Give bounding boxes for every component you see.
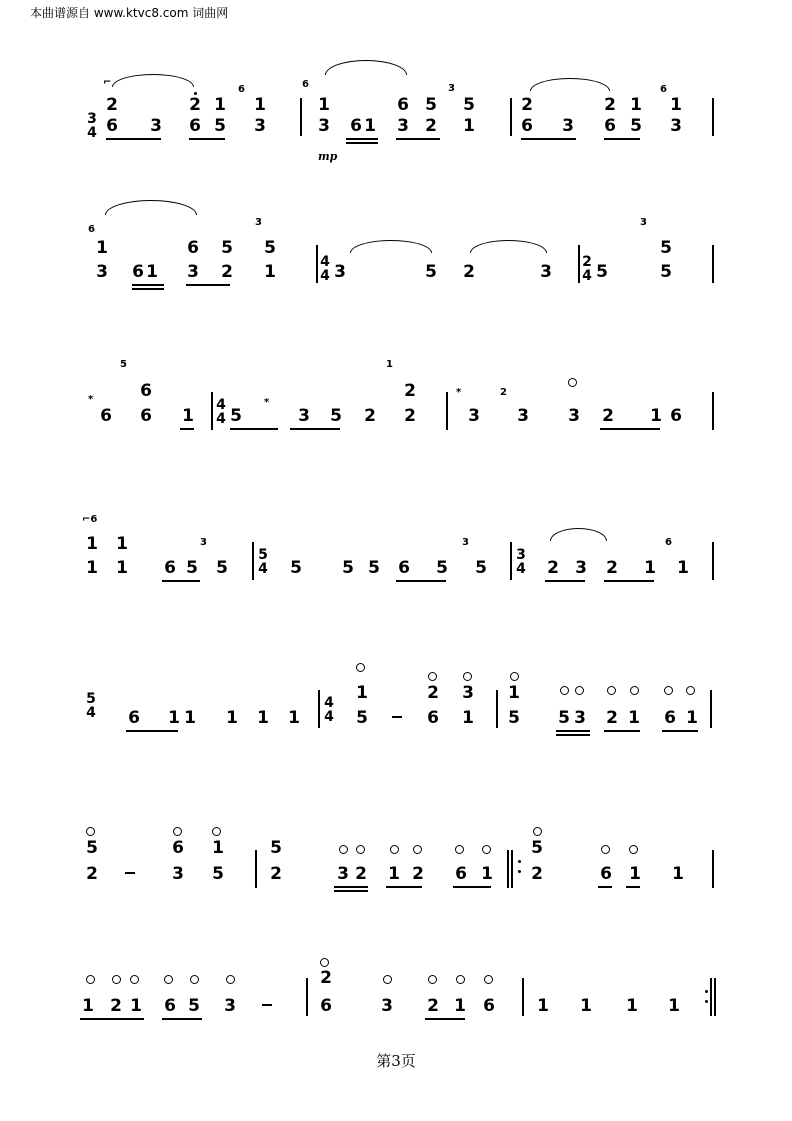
grace-note: 6 xyxy=(88,224,95,235)
note-digit: 1 xyxy=(388,864,400,884)
slur-arc xyxy=(350,240,432,253)
beam-underline xyxy=(521,138,576,140)
time-signature-bottom: 4 xyxy=(516,561,526,577)
barline xyxy=(446,392,448,430)
note-digit: 6 xyxy=(187,238,199,258)
beam-underline xyxy=(132,288,164,290)
harmonic-circle xyxy=(456,975,465,984)
note-digit: 6 xyxy=(164,996,176,1016)
note-digit: 6 xyxy=(164,558,176,578)
note-digit: 2 xyxy=(604,95,616,115)
harmonic-circle xyxy=(390,845,399,854)
beam-underline xyxy=(662,730,698,732)
time-signature-bottom: 4 xyxy=(87,125,97,141)
note-digit: 1 xyxy=(580,996,592,1016)
barline xyxy=(507,850,509,888)
beam-underline xyxy=(604,580,654,582)
note-digit: 1 xyxy=(212,838,224,858)
note-digit: 6 xyxy=(189,116,201,136)
grace-note: 6 xyxy=(665,537,672,548)
time-signature-top: 5 xyxy=(258,547,268,563)
note-digit: 1 xyxy=(454,996,466,1016)
note-digit: 1 xyxy=(318,95,330,115)
note-digit: 2 xyxy=(427,683,439,703)
grace-note: 2 xyxy=(500,387,507,398)
note-digit: 5 xyxy=(290,558,302,578)
note-digit: 1 xyxy=(184,708,196,728)
note-digit: 5 xyxy=(630,116,642,136)
barline xyxy=(510,542,512,580)
note-digit: 2 xyxy=(602,406,614,426)
note-digit: 1 xyxy=(677,558,689,578)
slur-arc xyxy=(550,528,607,541)
note-digit: 1 xyxy=(264,262,276,282)
note-digit: 5 xyxy=(356,708,368,728)
harmonic-circle xyxy=(428,672,437,681)
beam-underline xyxy=(425,1018,465,1020)
beam-underline xyxy=(604,730,640,732)
beam-underline xyxy=(290,428,340,430)
note-digit: 2 xyxy=(320,968,332,988)
note-digit: 6 xyxy=(172,838,184,858)
note-digit: 1 xyxy=(130,996,142,1016)
note-digit: 2 xyxy=(110,996,122,1016)
note-digit: 3 xyxy=(172,864,184,884)
note-digit: 5 xyxy=(596,262,608,282)
note-digit: 2 xyxy=(547,558,559,578)
note-digit: 2 xyxy=(412,864,424,884)
barline xyxy=(255,850,257,888)
note-digit: 6 xyxy=(397,95,409,115)
beam-underline xyxy=(453,886,491,888)
note-digit: 1 xyxy=(463,116,475,136)
dynamic-mp: mp xyxy=(318,150,338,163)
barline xyxy=(522,978,524,1016)
note-digit: 2 xyxy=(86,864,98,884)
note-digit: 1 xyxy=(672,864,684,884)
note-digit: 5 xyxy=(660,238,672,258)
harmonic-circle xyxy=(630,686,639,695)
note-digit: 5 xyxy=(188,996,200,1016)
note-digit: 3 xyxy=(334,262,346,282)
harmonic-circle xyxy=(533,827,542,836)
note-digit: 2 xyxy=(606,558,618,578)
barline xyxy=(318,690,320,728)
note-digit: 6 xyxy=(132,262,144,282)
beam-underline xyxy=(180,428,194,430)
harmonic-circle xyxy=(383,975,392,984)
beam-underline xyxy=(162,580,200,582)
time-signature-top: 3 xyxy=(516,547,526,563)
note-digit: 5 xyxy=(660,262,672,282)
note-digit: 2 xyxy=(106,95,118,115)
octave-dot xyxy=(705,990,708,993)
note-digit: 1 xyxy=(288,708,300,728)
note-digit: 1 xyxy=(146,262,158,282)
harmonic-circle xyxy=(568,378,577,387)
barline xyxy=(710,690,712,728)
beam-underline xyxy=(189,138,225,140)
note-digit: 1 xyxy=(626,996,638,1016)
barline xyxy=(710,978,712,1016)
note-digit: 6 xyxy=(350,116,362,136)
beam-underline xyxy=(346,142,378,144)
note-digit: 1 xyxy=(214,95,226,115)
octave-dot xyxy=(518,860,521,863)
note-digit: 3 xyxy=(224,996,236,1016)
barline xyxy=(306,978,308,1016)
grace-note: ⌐6 xyxy=(82,514,98,525)
note-digit: 1 xyxy=(629,864,641,884)
slur-arc xyxy=(470,240,547,253)
time-signature-bottom: 4 xyxy=(86,705,96,721)
note-digit: 5 xyxy=(368,558,380,578)
note-digit: 1 xyxy=(668,996,680,1016)
note-digit: 2 xyxy=(427,996,439,1016)
sustain-dash xyxy=(262,1004,272,1006)
time-signature-bottom: 4 xyxy=(320,268,330,284)
note-digit: 1 xyxy=(650,406,662,426)
note-digit: 5 xyxy=(216,558,228,578)
beam-underline xyxy=(334,890,368,892)
note-digit: 6 xyxy=(664,708,676,728)
beam-underline xyxy=(604,138,640,140)
note-digit: 1 xyxy=(86,534,98,554)
harmonic-circle xyxy=(629,845,638,854)
barline xyxy=(211,392,213,430)
time-signature-bottom: 4 xyxy=(258,561,268,577)
note-digit: 1 xyxy=(116,558,128,578)
note-digit: 1 xyxy=(462,708,474,728)
note-digit: 1 xyxy=(628,708,640,728)
slur-arc xyxy=(325,60,407,75)
barline xyxy=(496,690,498,728)
octave-dot xyxy=(518,870,521,873)
note-digit: 1 xyxy=(226,708,238,728)
note-digit: 1 xyxy=(254,95,266,115)
octave-dot xyxy=(194,92,197,95)
note-digit: 3 xyxy=(318,116,330,136)
time-signature-bottom: 4 xyxy=(324,709,334,725)
time-signature-bottom: 4 xyxy=(582,268,592,284)
note-digit: 2 xyxy=(189,95,201,115)
beam-underline xyxy=(600,428,660,430)
beam-underline xyxy=(626,886,640,888)
note-digit: 5 xyxy=(186,558,198,578)
note-digit: 1 xyxy=(182,406,194,426)
beam-underline xyxy=(556,730,590,732)
harmonic-circle xyxy=(130,975,139,984)
grace-note: 6 xyxy=(660,84,667,95)
beam-underline xyxy=(346,138,378,140)
harmonic-circle xyxy=(686,686,695,695)
note-digit: 6 xyxy=(106,116,118,136)
note-digit: 1 xyxy=(96,238,108,258)
note-digit: 5 xyxy=(531,838,543,858)
harmonic-circle xyxy=(413,845,422,854)
note-digit: 3 xyxy=(468,406,480,426)
beam-underline xyxy=(545,580,585,582)
note-digit: 5 xyxy=(330,406,342,426)
note-digit: 3 xyxy=(670,116,682,136)
note-digit: 3 xyxy=(575,558,587,578)
harmonic-circle xyxy=(212,827,221,836)
grace-note: 3 xyxy=(462,537,469,548)
note-digit: 2 xyxy=(364,406,376,426)
beam-underline xyxy=(230,428,278,430)
note-digit: 3 xyxy=(381,996,393,1016)
note-digit: 3 xyxy=(96,262,108,282)
note-digit: 3 xyxy=(150,116,162,136)
note-digit: 3 xyxy=(540,262,552,282)
grace-note: 6 xyxy=(238,84,245,95)
note-digit: 1 xyxy=(82,996,94,1016)
note-digit: 2 xyxy=(270,864,282,884)
note-digit: 6 xyxy=(427,708,439,728)
note-digit: 6 xyxy=(398,558,410,578)
note-digit: 2 xyxy=(221,262,233,282)
grace-note: 1 xyxy=(386,359,393,370)
harmonic-circle xyxy=(190,975,199,984)
harmonic-circle xyxy=(356,845,365,854)
beam-underline xyxy=(386,886,422,888)
note-digit: 2 xyxy=(404,406,416,426)
harmonic-circle xyxy=(164,975,173,984)
sustain-dash xyxy=(125,872,135,874)
octave-dot xyxy=(705,1000,708,1003)
page-number: 第3页 xyxy=(376,1052,416,1070)
beam-underline xyxy=(186,284,230,286)
barline xyxy=(712,392,714,430)
note-digit: 1 xyxy=(86,558,98,578)
harmonic-circle xyxy=(320,958,329,967)
harmonic-circle xyxy=(356,663,365,672)
grace-note: ⌐ xyxy=(103,77,112,88)
note-digit: 5 xyxy=(558,708,570,728)
note-digit: 5 xyxy=(425,95,437,115)
note-digit: 6 xyxy=(140,406,152,426)
note-digit: 2 xyxy=(531,864,543,884)
note-digit: 6 xyxy=(128,708,140,728)
barline xyxy=(714,978,716,1016)
harmonic-circle xyxy=(226,975,235,984)
note-digit: 1 xyxy=(537,996,549,1016)
beam-underline xyxy=(132,284,164,286)
note-digit: 6 xyxy=(140,381,152,401)
beam-underline xyxy=(396,138,440,140)
note-digit: 3 xyxy=(397,116,409,136)
note-digit: 1 xyxy=(116,534,128,554)
grace-note: * xyxy=(88,394,94,405)
note-digit: 2 xyxy=(355,864,367,884)
grace-note: * xyxy=(456,387,462,398)
note-digit: 5 xyxy=(270,838,282,858)
barline xyxy=(712,245,714,283)
barline xyxy=(712,542,714,580)
note-digit: 3 xyxy=(574,708,586,728)
note-digit: 5 xyxy=(86,838,98,858)
beam-underline xyxy=(162,1018,202,1020)
note-digit: 6 xyxy=(100,406,112,426)
note-digit: 1 xyxy=(257,708,269,728)
note-digit: 5 xyxy=(342,558,354,578)
grace-note: 5 xyxy=(120,359,127,370)
harmonic-circle xyxy=(428,975,437,984)
note-digit: 2 xyxy=(606,708,618,728)
harmonic-circle xyxy=(339,845,348,854)
harmonic-circle xyxy=(484,975,493,984)
note-digit: 3 xyxy=(517,406,529,426)
beam-underline xyxy=(556,734,590,736)
note-digit: 5 xyxy=(436,558,448,578)
grace-note: 3 xyxy=(255,217,262,228)
harmonic-circle xyxy=(607,686,616,695)
slur-arc xyxy=(105,200,197,215)
time-signature-top: 4 xyxy=(324,695,334,711)
note-digit: 3 xyxy=(298,406,310,426)
site-header-text: 本曲谱源自 www.ktvc8.com 词曲网 xyxy=(30,6,229,20)
beam-underline xyxy=(334,886,368,888)
time-signature-top: 5 xyxy=(86,691,96,707)
note-digit: 3 xyxy=(562,116,574,136)
barline xyxy=(300,98,302,136)
beam-underline xyxy=(126,730,178,732)
note-digit: 1 xyxy=(686,708,698,728)
note-digit: 6 xyxy=(670,406,682,426)
note-digit: 3 xyxy=(337,864,349,884)
note-digit: 1 xyxy=(481,864,493,884)
beam-underline xyxy=(598,886,612,888)
note-digit: 1 xyxy=(508,683,520,703)
note-digit: 6 xyxy=(600,864,612,884)
beam-underline xyxy=(80,1018,144,1020)
note-digit: 1 xyxy=(356,683,368,703)
barline xyxy=(510,98,512,136)
note-digit: 3 xyxy=(462,683,474,703)
note-digit: 2 xyxy=(425,116,437,136)
grace-note: 3 xyxy=(200,537,207,548)
time-signature-top: 4 xyxy=(216,397,226,413)
harmonic-circle xyxy=(482,845,491,854)
note-digit: 2 xyxy=(463,262,475,282)
harmonic-circle xyxy=(112,975,121,984)
note-digit: 5 xyxy=(221,238,233,258)
barline xyxy=(252,542,254,580)
note-digit: 5 xyxy=(230,406,242,426)
harmonic-circle xyxy=(510,672,519,681)
harmonic-circle xyxy=(601,845,610,854)
barline xyxy=(712,850,714,888)
note-digit: 6 xyxy=(455,864,467,884)
grace-note: 3 xyxy=(640,217,647,228)
note-digit: 2 xyxy=(521,95,533,115)
note-digit: 3 xyxy=(187,262,199,282)
time-signature-top: 4 xyxy=(320,254,330,270)
harmonic-circle xyxy=(455,845,464,854)
note-digit: 1 xyxy=(168,708,180,728)
barline xyxy=(712,98,714,136)
note-digit: 5 xyxy=(475,558,487,578)
note-digit: 5 xyxy=(508,708,520,728)
harmonic-circle xyxy=(463,672,472,681)
time-signature-top: 2 xyxy=(582,254,592,270)
harmonic-circle xyxy=(560,686,569,695)
grace-note: 3 xyxy=(448,83,455,94)
note-digit: 3 xyxy=(568,406,580,426)
sustain-dash xyxy=(392,716,402,718)
note-digit: 1 xyxy=(670,95,682,115)
note-digit: 1 xyxy=(630,95,642,115)
slur-arc xyxy=(112,74,194,87)
note-digit: 5 xyxy=(264,238,276,258)
time-signature-bottom: 4 xyxy=(216,411,226,427)
slur-arc xyxy=(530,78,610,91)
beam-underline xyxy=(106,138,161,140)
note-digit: 1 xyxy=(644,558,656,578)
harmonic-circle xyxy=(86,975,95,984)
grace-note: * xyxy=(264,397,270,408)
grace-note: 6 xyxy=(302,79,309,90)
note-digit: 3 xyxy=(254,116,266,136)
note-digit: 5 xyxy=(463,95,475,115)
note-digit: 6 xyxy=(320,996,332,1016)
note-digit: 6 xyxy=(604,116,616,136)
time-signature-top: 3 xyxy=(87,111,97,127)
note-digit: 5 xyxy=(214,116,226,136)
beam-underline xyxy=(396,580,446,582)
note-digit: 6 xyxy=(521,116,533,136)
barline xyxy=(511,850,513,888)
note-digit: 5 xyxy=(212,864,224,884)
harmonic-circle xyxy=(664,686,673,695)
note-digit: 6 xyxy=(483,996,495,1016)
harmonic-circle xyxy=(575,686,584,695)
note-digit: 2 xyxy=(404,381,416,401)
note-digit: 5 xyxy=(425,262,437,282)
harmonic-circle xyxy=(86,827,95,836)
note-digit: 1 xyxy=(364,116,376,136)
harmonic-circle xyxy=(173,827,182,836)
